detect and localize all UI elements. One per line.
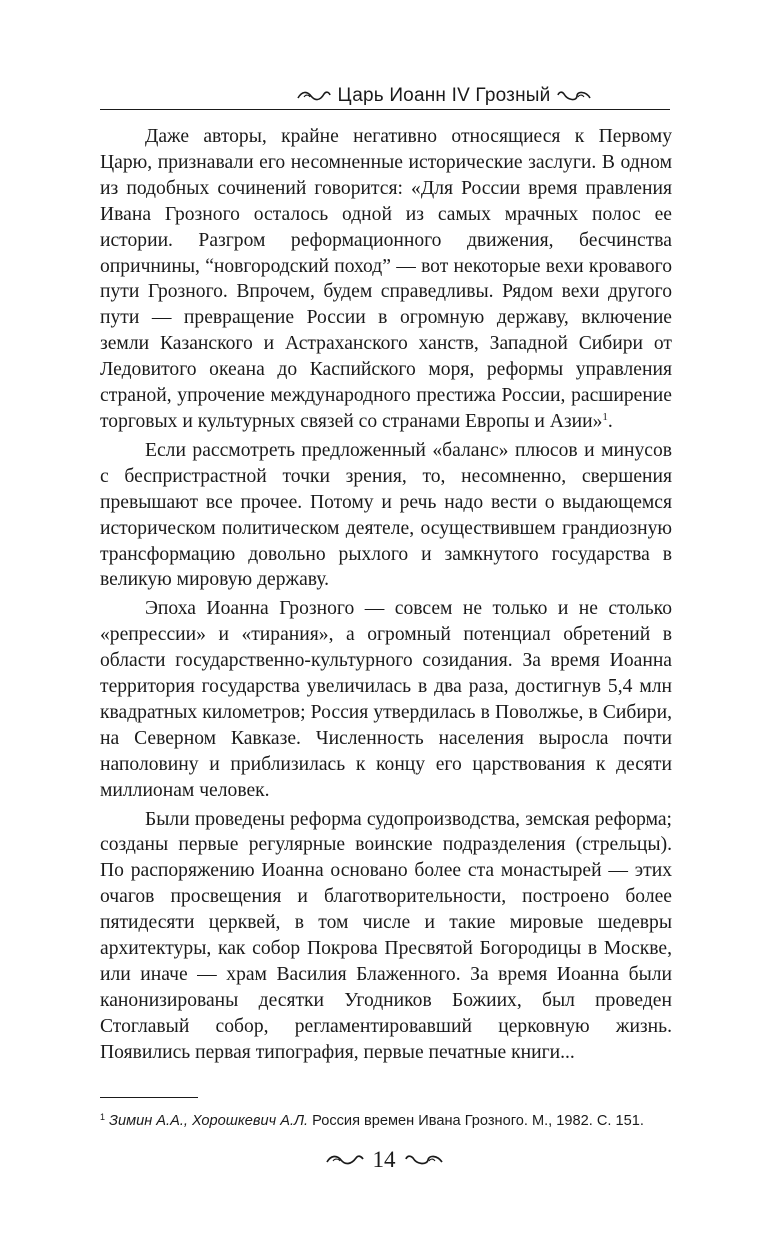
swirl-ornament-right-icon [556, 89, 592, 103]
page-number-group [300, 1146, 468, 1174]
footnote-authors: Зимин А.А., Хорошкевич А.Л. [109, 1113, 309, 1129]
paragraph-tail: . [607, 410, 613, 432]
paragraph [100, 124, 672, 435]
footnote-reference[interactable]: 1 [602, 410, 608, 423]
swirl-ornament-left-icon [325, 1153, 365, 1167]
paragraph: Если рассмотреть предложенный «баланс» плюсов и минусов с беспристрастной точки зрения, то, несомненно, свершения превышают все прочее. Потому и речь надо вести о выдающемся историческом политическом деятеле, осуществившем грандиозную трансформацию довольно рыхлого и замкнутого государства в великую мировую державу. [100, 439, 672, 591]
header-title-group [218, 84, 670, 108]
page-number: 14 [372, 1147, 396, 1172]
header-title: Царь Иоанн IV Грозный [337, 85, 551, 106]
running-header [100, 84, 670, 106]
paragraph: Были проведены реформа судопроизводства, земская реформа; созданы первые регулярные воинские подразделения (стрельцы). По распоряжению Иоанна основано более ста монастырей — этих очагов просвещения и благотворительности, построено более пятидесяти церквей, в том числе и такие мировые шедевры архитектуры, как собор Покрова Пресвятой Богородицы в Москве, или иначе — храм Василия Блаженного. За время Иоанна были канонизированы десятки Угодников Божиих, был проведен Стоглавый собор, регламентировавший церковную жизнь. Появились первая типография, первые печатные книги... [100, 808, 672, 1063]
footnote-mark: 1 [100, 1112, 106, 1122]
swirl-ornament-right-icon [404, 1153, 444, 1167]
swirl-ornament-left-icon [296, 89, 332, 103]
paragraph: Эпоха Иоанна Грозного — совсем не только и не столько «репрессии» и «тирания», а огромный потенциал обретений в области государственно-культурного созидания. За время Иоанна территория государства увеличилась в два раза, достигнув 5,4 млн квадратных километров; Россия утвердилась в Поволжье, в Сибири, на Северном Кавказе. Численность населения выросла почти наполовину и приблизилась к концу его царствования к десяти миллионам человек. [100, 598, 672, 801]
footnote-rule [100, 1097, 198, 1098]
main-text [100, 124, 672, 1069]
footnote-citation: Россия времен Ивана Грозного. М., 1982. С. 151. [312, 1113, 644, 1129]
paragraph-text: Даже авторы, крайне негативно относящиеся к Первому Царю, признавали его несомненные исторические заслуги. В одном из подобных сочинений говорится: «Для России время правления Ивана Грозного осталось одной из самых мрачных полос ее истории. Разгром реформационного движения, бесчинства опричнины, “новгородский поход” — вот некоторые вехи кровавого пути Грозного. Впрочем, будем справедливы. Рядом вехи другого пути — превращение России в огромную державу, включение земли Казанского и Астраханского ханств, Западной Сибири от Ледовитого океана до Каспийского моря, реформы управления страной, упрочение международного престижа России, расширение торговых и культурных связей со странами Европы и Азии» [100, 126, 672, 432]
header-rule [100, 109, 670, 110]
footnote [100, 1107, 680, 1131]
